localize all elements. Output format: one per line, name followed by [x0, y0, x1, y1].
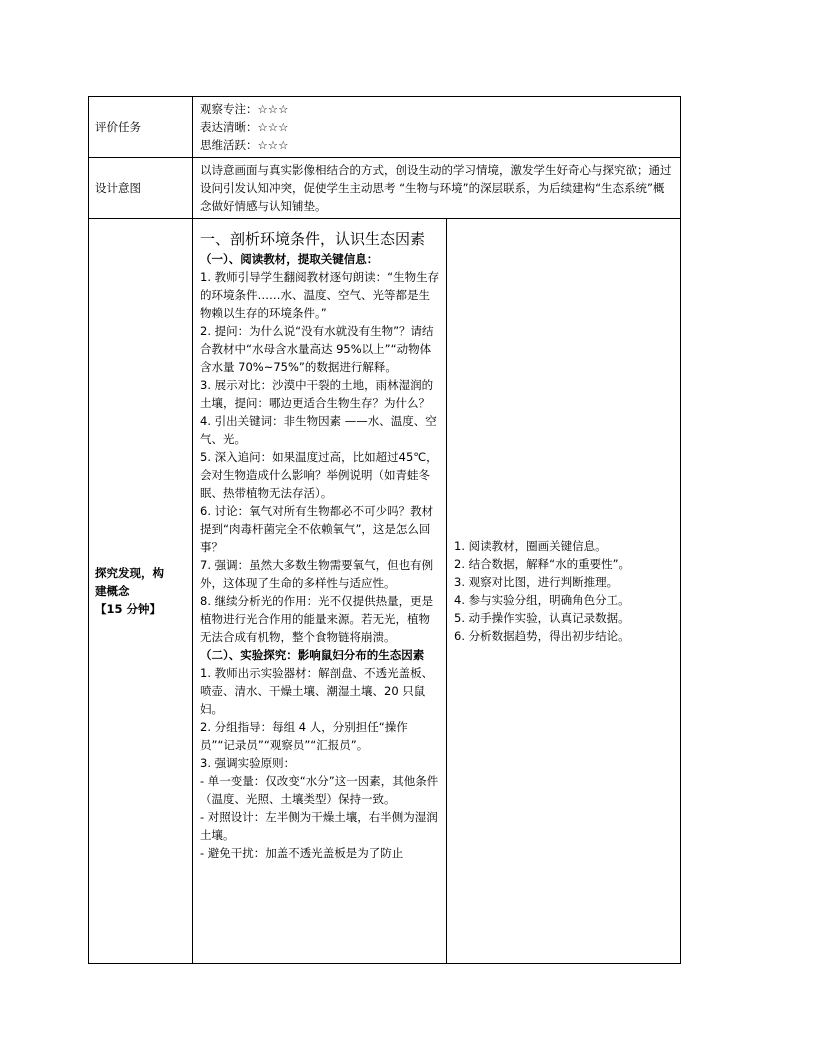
step-paragraph: 2. 分组指导：每组 4 人，分别担任“操作员”“记录员”“观察员”“汇报员”。 [200, 720, 408, 752]
inquiry-label-line: 探究发现，构 [95, 566, 164, 580]
student-activity-item: 3. 观察对比图，进行判断推理。 [454, 575, 619, 589]
student-activity-item: 5. 动手操作实验，认真记录数据。 [454, 611, 630, 625]
step-paragraph: 3. 展示对比：沙漠中干裂的土地，雨林湿润的土壤，提问：哪边更适合生物生存？为什么？ [200, 378, 434, 410]
step-paragraph: - 单一变量：仅改变“水分”这一因素，其他条件（温度、光照、土壤类型）保持一致。 [200, 774, 439, 806]
student-activity-item: 4. 参与实验分组，明确角色分工。 [454, 593, 630, 607]
step-paragraph: 6. 讨论：氧气对所有生物都必不可少吗？教材提到“肉毒杆菌完全不依赖氧气”，这是怎么回事？ [200, 504, 434, 554]
design-row [89, 158, 681, 219]
step-paragraph: - 避免干扰：加盖不透光盖板是为了防止 [200, 846, 404, 860]
evaluation-content [193, 97, 681, 158]
step-paragraph: - 对照设计：左半侧为干燥土壤，右半侧为湿润土壤。 [200, 810, 438, 842]
step-paragraph: 2. 提问：为什么说“没有水就没有生物”？请结合教材中“水母含水量高达 95%以上”“动物体含水量 70%~75%”的数据进行解释。 [200, 324, 434, 374]
inquiry-time: 【15 分钟】 [95, 602, 162, 616]
inquiry-label-line: 建概念 [95, 584, 130, 598]
inquiry-row [89, 219, 681, 964]
student-activity-cell [447, 219, 681, 964]
design-label: 设计意图 [89, 158, 193, 219]
subsection-title: （一）、阅读教材，提取关键信息： [200, 252, 379, 266]
step-paragraph: 7. 强调：虽然大多数生物需要氧气，但也有例外，这体现了生命的多样性与适应性。 [200, 558, 434, 590]
evaluation-item: 表达清晰：☆☆☆ [200, 120, 289, 134]
step-paragraph: 1. 教师出示实验器材：解剖盘、不透光盖板、喷壶、清水、干燥土壤、潮湿土壤、20 只鼠妇。 [200, 666, 434, 716]
student-activity-item: 1. 阅读教材，圈画关键信息。 [454, 539, 607, 553]
evaluation-item: 思维活跃：☆☆☆ [200, 138, 289, 152]
step-paragraph: 4. 引出关键词：非生物因素 ——水、温度、空气、光。 [200, 414, 437, 446]
evaluation-label: 评价任务 [89, 97, 193, 158]
evaluation-row [89, 97, 681, 158]
lesson-plan-table [88, 96, 681, 964]
evaluation-item: 观察专注：☆☆☆ [200, 102, 289, 116]
design-content: 以诗意画面与真实影像相结合的方式，创设生动的学习情境，激发学生好奇心与探究欲；通过设问引发认知冲突，促使学生主动思考 “生物与环境”的深层联系，为后续建构“生态系统”概念做好情感与认知铺垫。 [193, 158, 681, 219]
inquiry-label [89, 219, 193, 964]
step-paragraph: 3. 强调实验原则： [200, 756, 296, 770]
section-title: 一、剖析环境条件，认识生态因素 [200, 230, 426, 248]
student-activity-item: 2. 结合数据，解释“水的重要性”。 [454, 557, 631, 571]
step-paragraph: 5. 深入追问：如果温度过高，比如超过45℃，会对生物造成什么影响？举例说明（如青蛙冬眠、热带植物无法存活）。 [200, 450, 438, 500]
step-paragraph: 8. 继续分析光的作用：光不仅提供热量，更是植物进行光合作用的能量来源。若无光，植物无法合成有机物，整个食物链将崩溃。 [200, 594, 434, 644]
student-activity-item: 6. 分析数据趋势，得出初步结论。 [454, 629, 630, 643]
teacher-activity-cell [193, 219, 447, 964]
step-paragraph: 1. 教师引导学生翻阅教材逐句朗读：“生物生存的环境条件……水、温度、空气、光等都是生物赖以生存的环境条件。” [200, 270, 440, 320]
student-activity-list [454, 537, 675, 645]
subsection-title: （二）、实验探究：影响鼠妇分布的生态因素 [200, 648, 425, 662]
